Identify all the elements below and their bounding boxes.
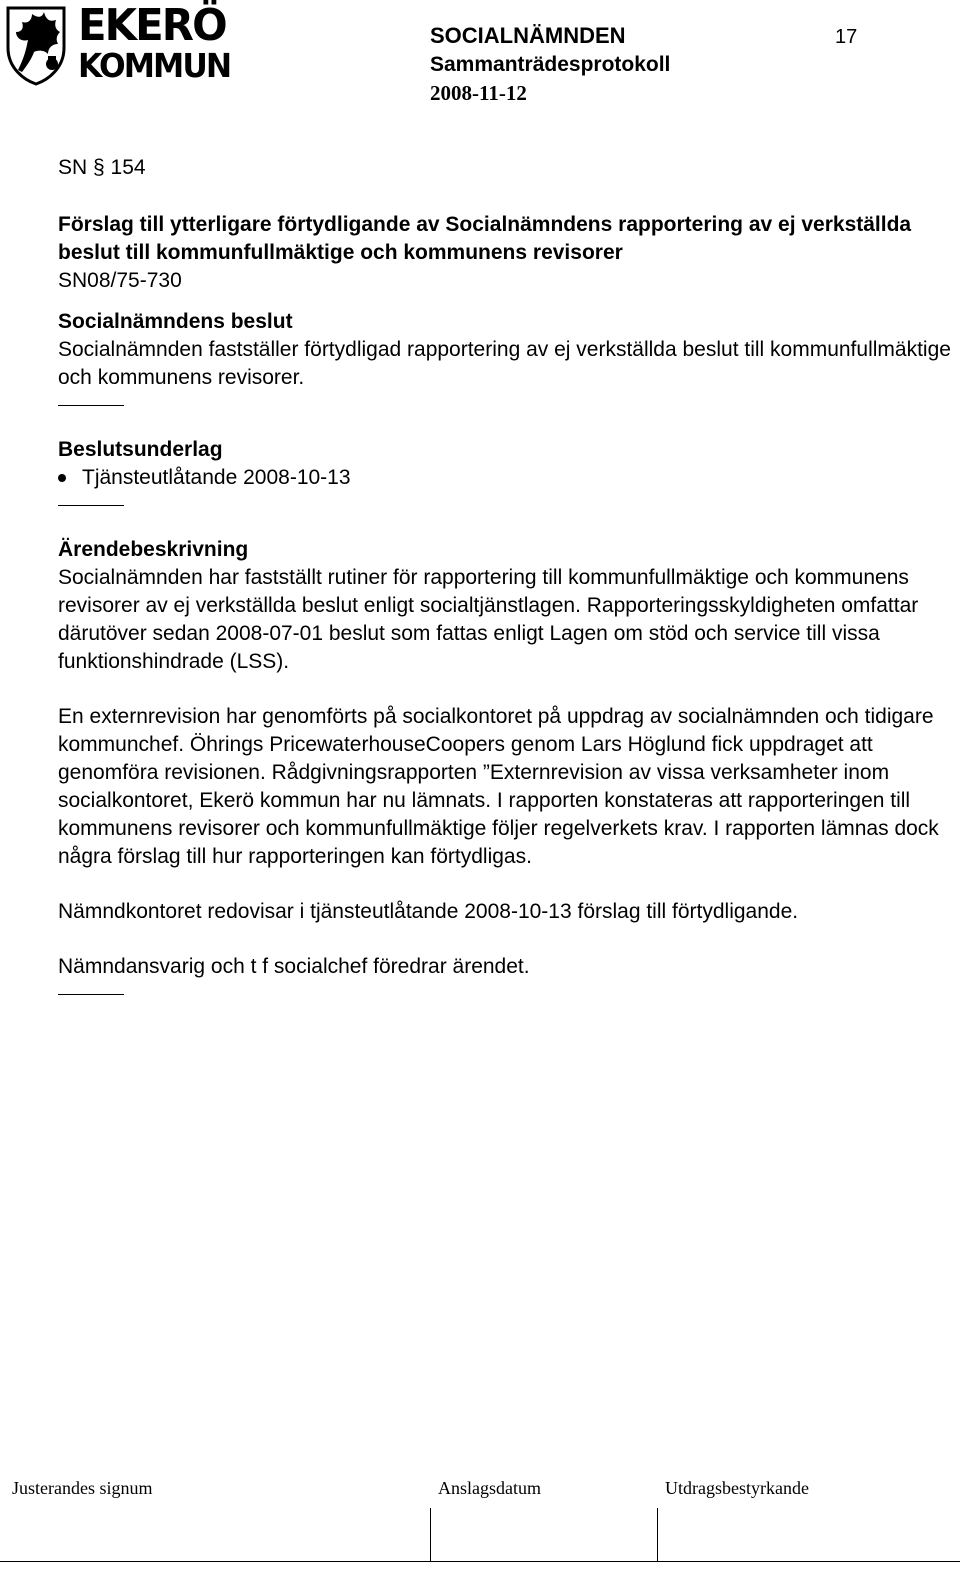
- separator-rule: [58, 994, 124, 995]
- basis-heading: Beslutsunderlag: [58, 438, 223, 461]
- footer-signature-line: [0, 1561, 960, 1562]
- basis-item-text: Tjänsteutlåtande 2008-10-13: [82, 466, 351, 489]
- footer-divider: [430, 1508, 431, 1562]
- logo-line-kommun: KOMMUN: [78, 46, 231, 85]
- committee-title: SOCIALNÄMNDEN: [430, 23, 626, 48]
- document-type: Sammanträdesprotokoll: [430, 53, 671, 76]
- description-paragraph: En externrevision har genomförts på socialkontoret på uppdrag av socialnämnden och tidigare kommunchef. Öhrings PricewaterhouseCoopers genom Lars Höglund fick uppdraget att genomföra revisionen. Rådgivningsrapporten ”Externrevision av vissa verksamheter inom socialkontoret, Ekerö kommun har nu lämnats. I rapporten konstateras att rapporteringen till kommunens revisorer och kommunfullmäktige följer regelverkets krav. I rapporten lämnas dock några förslag till hur rapporteringen kan förtydligas.: [58, 705, 939, 868]
- basis-list-item: [58, 464, 958, 492]
- case-number: SN08/75-730: [58, 269, 182, 292]
- posting-date-label: Anslagsdatum: [438, 1478, 541, 1498]
- certification-label: Utdragsbestyrkande: [665, 1478, 809, 1498]
- page-number: 17: [835, 26, 858, 48]
- description-paragraph: Nämndkontoret redovisar i tjänsteutlåtande 2008-10-13 förslag till förtydligande.: [58, 900, 799, 923]
- bullet-icon: [58, 474, 66, 482]
- section-number: SN § 154: [58, 156, 146, 179]
- description-paragraph: Nämndansvarig och t f socialchef föredrar ärendet.: [58, 955, 530, 978]
- oak-leaf-shield-icon: [4, 4, 68, 86]
- section-heading: Förslag till ytterligare förtydligande av Socialnämndens rapportering av ej verkställda beslut till kommunfullmäktige och kommunens revisorer: [58, 213, 912, 264]
- logo-line-ekero: EKERÖ: [78, 0, 226, 51]
- decision-heading: Socialnämndens beslut: [58, 310, 293, 333]
- municipality-logo: [4, 0, 231, 88]
- decision-text: Socialnämnden fastställer förtydligad rapportering av ej verkställda beslut till kommunfullmäktige och kommunens revisorer.: [58, 338, 951, 389]
- footer-divider: [657, 1508, 658, 1562]
- description-paragraph: Socialnämnden har fastställt rutiner för rapportering till kommunfullmäktige och kommunens revisorer av ej verkställda beslut enligt socialtjänstlagen. Rapporteringsskyldigheten omfattar därutöver sedan 2008-07-01 beslut som fattas enligt Lagen om stöd och service till vissa funktionshindrade (LSS).: [58, 566, 919, 673]
- document-body: [58, 154, 958, 995]
- logo-wordmark: [78, 0, 238, 85]
- signature-label: Justerandes signum: [12, 1478, 153, 1498]
- meeting-date: 2008-11-12: [430, 81, 527, 105]
- signature-footer: [0, 1478, 960, 1569]
- description-heading: Ärendebeskrivning: [58, 538, 249, 561]
